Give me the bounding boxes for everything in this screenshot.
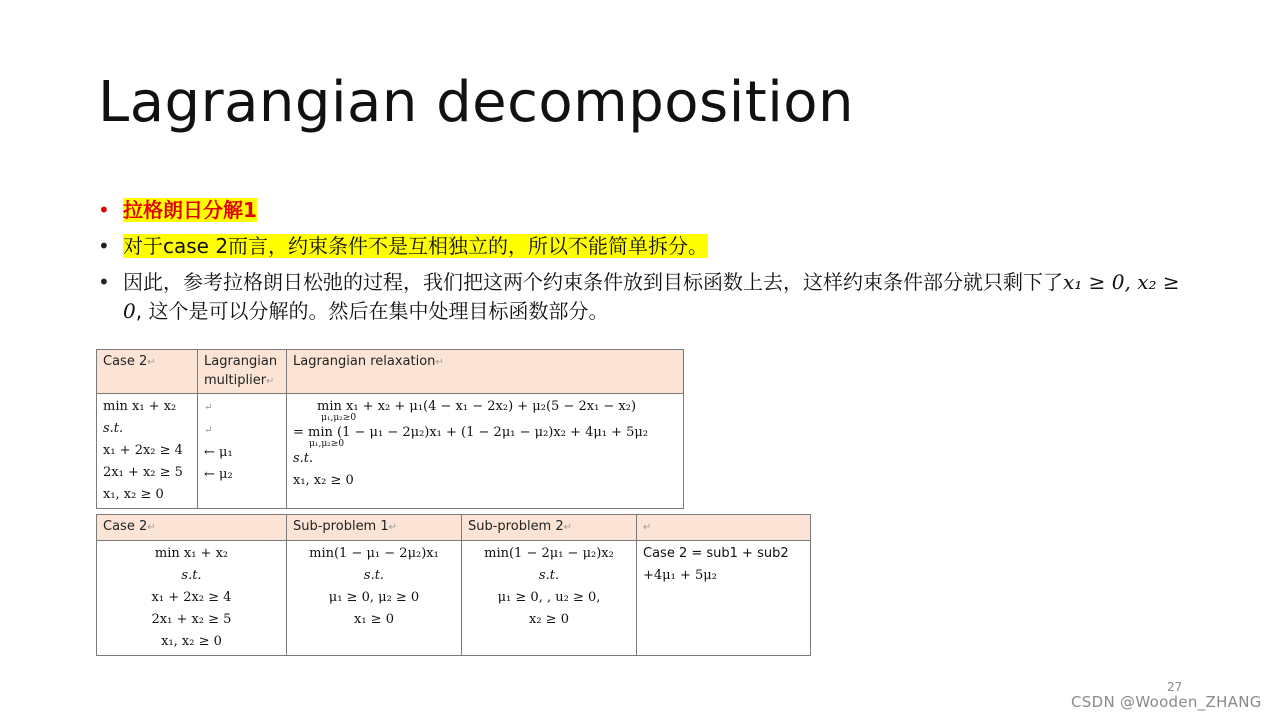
relaxation-cell: [287, 394, 684, 509]
table-header-cell: Case 2↵: [97, 350, 198, 394]
bullet-3-math: x₁ ≥ 0, x₂ ≥ 0: [123, 270, 1180, 323]
formula-line: x₁ + 2x₂ ≥ 4: [103, 443, 183, 458]
bullet-2-text: 对于case 2而言，约束条件不是互相独立的，所以不能简单拆分。: [123, 234, 709, 258]
page-number: 27: [1167, 680, 1183, 694]
formula-line: Case 2 = sub1 + sub2: [643, 546, 789, 561]
decomposition-table: [96, 514, 811, 656]
case2-formulation-cell: [97, 541, 287, 656]
bullet-3-text-part2: , 这个是可以分解的。然后在集中处理目标函数部分。: [135, 299, 609, 323]
bullet-1: [98, 196, 1198, 225]
bullet-list: [98, 196, 1198, 333]
table-header-cell: Sub-problem 1↵: [287, 515, 462, 541]
table-row: [97, 394, 684, 509]
formula-line: x₁, x₂ ≥ 0: [161, 634, 222, 649]
table-header-row: [97, 350, 684, 394]
formula-line: s.t.: [181, 568, 202, 583]
table-header-cell: Lagrangian relaxation↵: [287, 350, 684, 394]
formula-line: min x₁ + x₂: [103, 399, 177, 414]
formula-line: min(1 − 2μ₁ − μ₂)x₂: [484, 546, 614, 561]
bullet-3: [98, 268, 1198, 326]
formula-line: = min (1 − μ₁ − 2μ₂)x₁ + (1 − 2μ₁ − μ₂)x₂ + 4μ₁ + 5μ₂ μ₁,μ₂≥0: [293, 425, 649, 449]
formula-line: min x₁ + x₂ + μ₁(4 − x₁ − 2x₂) + μ₂(5 − 2x₁ − x₂) μ₁,μ₂≥0: [317, 399, 637, 423]
formula-line: min(1 − μ₁ − 2μ₂)x₁: [309, 546, 439, 561]
formula-line: s.t.: [363, 568, 385, 583]
watermark-footer: CSDN @Wooden_ZHANG: [1071, 693, 1262, 711]
formula-line: 2x₁ + x₂ ≥ 5: [151, 612, 232, 627]
bullet-2: [98, 232, 1198, 261]
bullet-1-text: 拉格朗日分解1: [123, 198, 257, 222]
formula-line: +4μ₁ + 5μ₂: [643, 568, 717, 583]
formula-line: μ₁ ≥ 0, μ₂ ≥ 0: [328, 590, 420, 605]
formula-line: x₁, x₂ ≥ 0: [103, 487, 164, 502]
formula-line: s.t.: [103, 421, 124, 436]
table-header-row: [97, 515, 811, 541]
formula-line: x₁ + 2x₂ ≥ 4: [151, 590, 232, 605]
formula-line: x₁, x₂ ≥ 0: [293, 473, 354, 488]
formula-line: ↵: [204, 425, 213, 436]
sum-cell: [637, 541, 811, 656]
formula-line: ↵: [204, 402, 213, 413]
table-row: [97, 541, 811, 656]
multiplier-cell: [198, 394, 287, 509]
formula-line: s.t.: [538, 568, 560, 583]
formula-line: x₁ ≥ 0: [354, 612, 394, 627]
sub-problem-2-cell: [462, 541, 637, 656]
formula-line: μ₁ ≥ 0, , u₂ ≥ 0,: [497, 590, 601, 605]
table-header-cell: ↵: [637, 515, 811, 541]
formula-line: ← μ₁: [204, 445, 233, 460]
formula-line: 2x₁ + x₂ ≥ 5: [103, 465, 183, 480]
formula-line: ← μ₂: [204, 467, 233, 482]
slide-title: Lagrangian decomposition: [98, 70, 855, 135]
formula-line: min x₁ + x₂: [154, 546, 229, 561]
case2-formulation-cell: [97, 394, 198, 509]
lagrangian-relaxation-table: [96, 349, 684, 509]
bullet-3-text-part1: 因此，参考拉格朗日松弛的过程，我们把这两个约束条件放到目标函数上去，这样约束条件部分就只剩下了: [123, 270, 1063, 294]
table-header-cell: Lagrangian multiplier↵: [198, 350, 287, 394]
table-header-cell: Sub-problem 2↵: [462, 515, 637, 541]
sub-problem-1-cell: [287, 541, 462, 656]
table-header-cell: Case 2↵: [97, 515, 287, 541]
formula-line: s.t.: [293, 451, 314, 466]
formula-line: x₂ ≥ 0: [529, 612, 569, 627]
